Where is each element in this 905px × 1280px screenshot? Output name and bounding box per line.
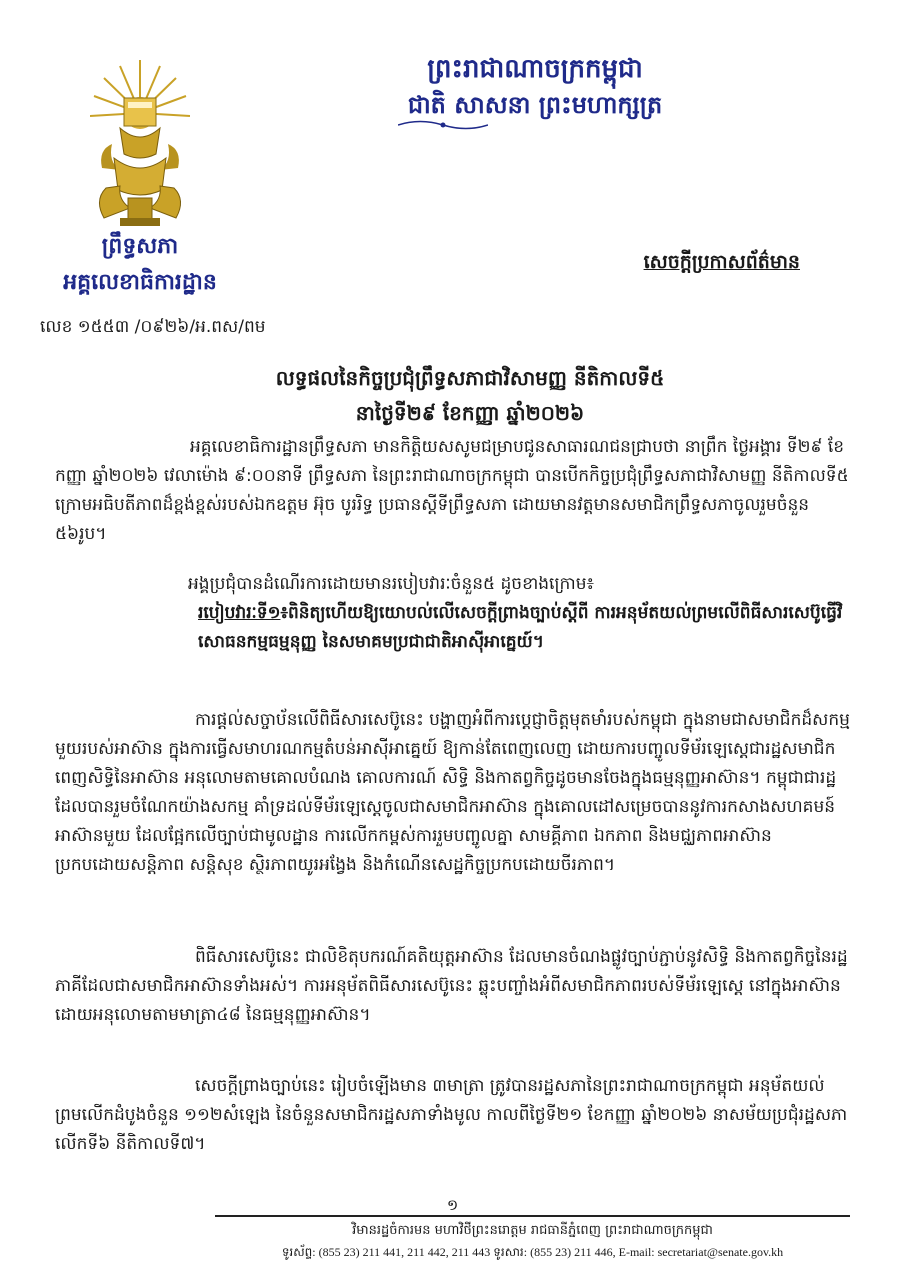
document-date: នាថ្ងៃទី២៩ ខែកញ្ញា ឆ្នាំ២០២៦ (355, 401, 585, 425)
page-number: ១ (446, 1196, 459, 1214)
footer-address: វិមានរដ្ឋចំការមន មហាវិថីព្រះនរោត្តម រាជធានីភ្នំពេញ ព្រះរាជាណាចក្រកម្ពុជា (352, 1223, 713, 1238)
ornament-divider-icon (398, 118, 488, 132)
footer-divider (215, 1215, 850, 1217)
org-name: ព្រឹទ្ធសភា (101, 234, 179, 259)
paragraph-1: អគ្គលេខាធិការដ្ឋានព្រឹទ្ធសភា មានកិត្តិយសសូមជម្រាបជូនសាធារណជនជ្រាបថា នាព្រឹក ថ្ងៃអង្គារ ទី២៩ ខែកញ្ញា ឆ្នាំ២០២៦ វេលាម៉ោង ៩:០០នាទី ព្រឹទ្ធសភា នៃព្រះរាជាណាចក្រកម្ពុជា បានបើកកិច្ចប្រជុំព្រឹទ្ធសភាជាវិសាមញ្ញ នីតិកាលទី៥ ក្រោមអធិបតីភាពដ៏ខ្ពង់ខ្ពស់របស់ឯកឧត្តម អ៊ុច បូររិទ្ធ ប្រធានស្តីទីព្រឹទ្ធសភា ដោយមានវត្តមានសមាជិកព្រឹទ្ធសភាចូលរួមចំនួន ៥៦រូប។ (55, 437, 849, 544)
document-number: លេខ ១៥៥៣ /០៩២៦/អ.ពស/ពម (40, 317, 266, 337)
agenda-text: ៖ពិនិត្យហើយឱ្យយោបល់លើសេចក្តីព្រាងច្បាប់ស្តីពី ការអនុម័តយល់ព្រមលើពិធីសារសេប៊ូធ្វើវិសោធនកម្មធម្មនុញ្ញ នៃសមាគមប្រជាជាតិអាស៊ីអាគ្នេយ៍។ (198, 603, 843, 652)
footer-contact: ទូរស័ព្ទ: (855 23) 211 441, 211 442, 211 443 ទូរសារ: (855 23) 211 446, E-mail: secretariat@senate.gov.kh (281, 1245, 784, 1259)
senate-emblem-icon (90, 58, 190, 228)
document-title: លទ្ធផលនៃកិច្ចប្រជុំព្រឹទ្ធសភាជាវិសាមញ្ញ នីតិកាលទី៥ (275, 366, 665, 390)
kingdom-name: ព្រះរាជាណាចក្រកម្ពុជា (427, 54, 643, 84)
paragraph-3: ការផ្តល់សច្ចាប័នលើពិធីសារសេប៊ូនេះ បង្ហាញអំពីការប្តេជ្ញាចិត្តមុតមាំរបស់កម្ពុជា ក្នុងនាមជាសមាជិកដ៏សកម្មមួយរបស់អាស៊ាន ក្នុងការធ្វើសមាហរណកម្មតំបន់អាស៊ីអាគ្នេយ៍ ឱ្យកាន់តែពេញលេញ ដោយការបញ្ចូលទីម័រឡេស្តេជារដ្ឋសមាជិកពេញសិទ្ធិនៃអាស៊ាន អនុលោមតាមគោលបំណង គោលការណ៍ សិទ្ធិ និងកាតព្វកិច្ចដូចមានចែងក្នុងធម្មនុញ្ញអាស៊ាន។ កម្ពុជាជារដ្ឋដែលបានរួមចំណែកយ៉ាងសកម្ម គាំទ្រដល់ទីម័រឡេស្តេចូលជាសមាជិកអាស៊ាន ក្នុងគោលដៅសម្រេចបាននូវការកសាងសហគមន៍អាស៊ានមួយ ដែលផ្អែកលើច្បាប់ជាមូលដ្ឋាន ការលើកកម្ពស់ការរួមបញ្ចូលគ្នា សាមគ្គីភាព ឯកភាព និងមជ្ឈភាពអាស៊ាន ប្រកបដោយសន្តិភាព សន្តិសុខ ស្ថិរភាពយូរអង្វែង និងកំណើនសេដ្ឋកិច្ចប្រកបដោយចីរភាព។ (55, 710, 850, 875)
org-department: អគ្គលេខាធិការដ្ឋាន (63, 270, 217, 295)
paragraph-4: ពិធីសារសេប៊ូនេះ ជាលិខិតុបករណ៍គតិយុត្តអាស៊ាន ដែលមានចំណងផ្លូវច្បាប់ភ្ជាប់នូវសិទ្ធិ និងកាតព្វកិច្ចនៃរដ្ឋភាគីដែលជាសមាជិកអាស៊ានទាំងអស់។ ការអនុម័តពិធីសារសេប៊ូនេះ ឆ្លុះបញ្ចាំងអំពីសមាជិកភាពរបស់ទីម័រឡេស្តេ នៅក្នុងអាស៊ានដោយអនុលោមតាមមាត្រា៤៨ នៃធម្មនុញ្ញអាស៊ាន។ (55, 947, 848, 1025)
document-type: សេចក្តីប្រកាសព័ត៌មាន (643, 251, 800, 273)
agenda-label: របៀបវារៈទី១ (198, 603, 281, 623)
national-motto: ជាតិ សាសនា ព្រះមហាក្សត្រ (407, 91, 663, 119)
paragraph-2: អង្គប្រជុំបានដំណើរការដោយមានរបៀបវារៈចំនួន៥ ដូចខាងក្រោម៖ (188, 574, 594, 594)
agenda-item-1 (198, 599, 848, 657)
paragraph-5: សេចក្តីព្រាងច្បាប់នេះ រៀបចំឡើងមាន ៣មាត្រា ត្រូវបានរដ្ឋសភានៃព្រះរាជាណាចក្រកម្ពុជា អនុម័តយល់ព្រមលើកដំបូងចំនួន ១១២សំឡេង នៃចំនួនសមាជិករដ្ឋសភាទាំងមូល កាលពីថ្ងៃទី២១ ខែកញ្ញា ឆ្នាំ២០២៦ នាសម័យប្រជុំរដ្ឋសភាលើកទី៦ នីតិកាលទី៧។ (55, 1076, 848, 1154)
